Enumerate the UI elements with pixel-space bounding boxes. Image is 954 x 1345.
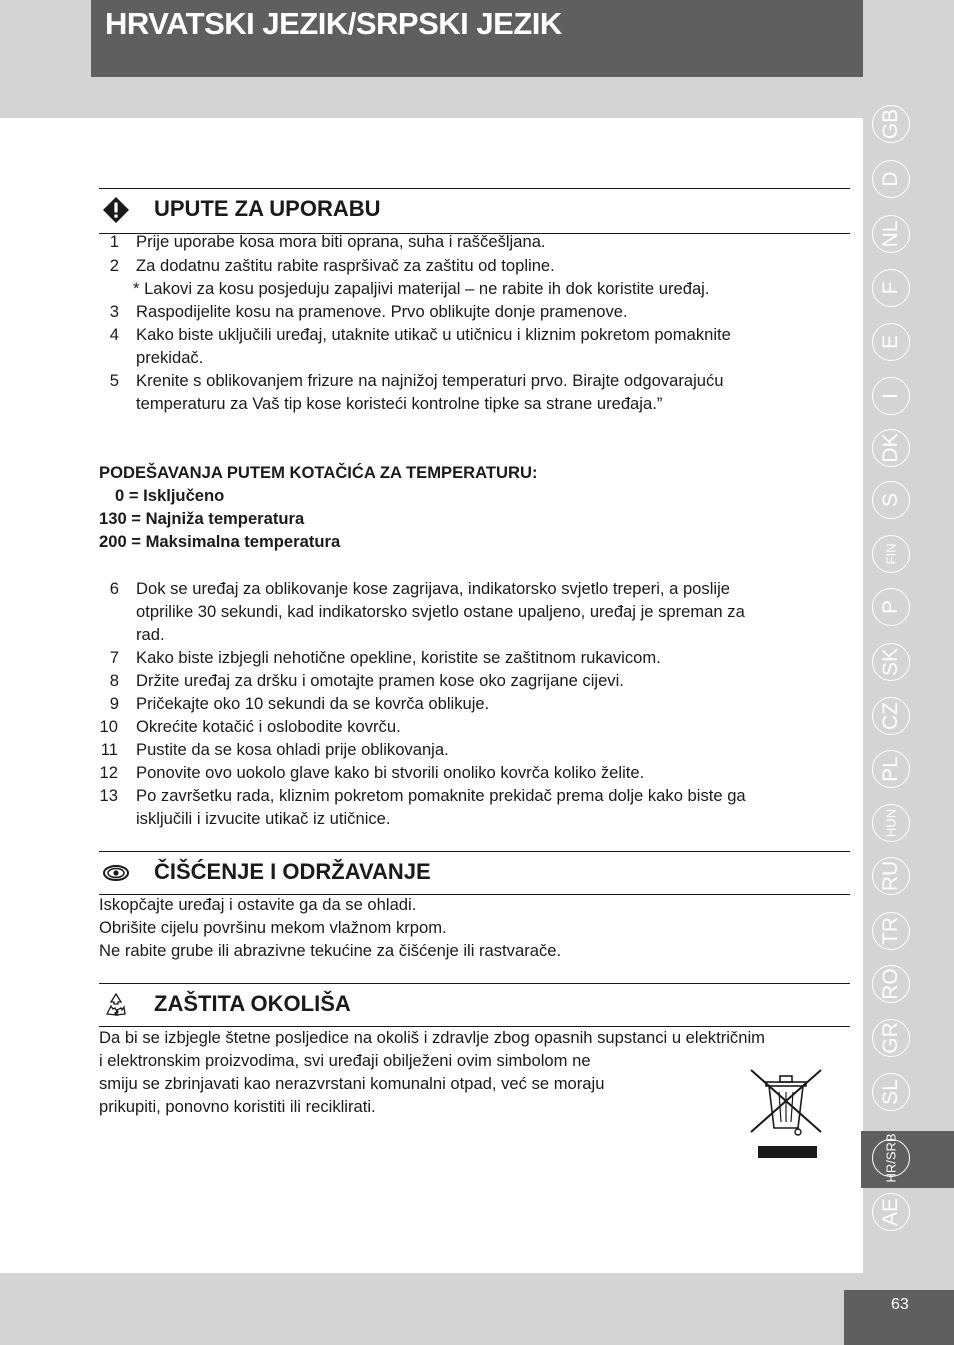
crossed-bin-icon	[748, 1066, 824, 1160]
step-text: Ponovite ovo uokolo glave kako bi stvorili onoliko kovrča koliko želite.	[136, 763, 645, 782]
step-text: Držite uređaj za dršku i omotajte pramen kose oko zagrijane cijevi.	[136, 671, 624, 690]
language-tab-cz	[872, 697, 910, 735]
language-tab-gr	[872, 1019, 910, 1057]
language-tab-label: HUN	[883, 808, 899, 838]
step-number: 4	[109, 325, 119, 344]
language-tab-label: GB	[879, 108, 902, 140]
language-tab-label: RO	[879, 968, 902, 1000]
settings-title: PODEŠAVANJA PUTEM KOTAČIĆA ZA TEMPERATURU:	[99, 463, 538, 482]
step-text: Kako biste izbjegli nehotične opekline, koristite se zaštitnom rukavicom.	[136, 648, 661, 667]
language-tab-hun	[872, 804, 910, 842]
title-bar	[91, 0, 863, 77]
language-tab-label: HR/SRB	[883, 1133, 899, 1183]
section-heading: ZAŠTITA OKOLIŠA	[154, 991, 351, 1016]
step-text: rad.	[136, 625, 165, 644]
section-heading: UPUTE ZA UPORABU	[154, 196, 381, 221]
step-number: 2	[109, 256, 119, 275]
footer-bar	[337, 1273, 863, 1345]
language-tab-ro	[872, 965, 910, 1003]
step-number: 6	[109, 579, 119, 598]
language-tab-hr-srb	[872, 1133, 910, 1183]
language-tab-p	[872, 588, 910, 626]
step-text: * Lakovi za kosu posjeduju zapaljivi materijal – ne rabite ih dok koristite uređaj.	[133, 279, 710, 298]
language-tab-label: RU	[879, 860, 902, 892]
step-number: 11	[100, 740, 118, 759]
language-tab-tr	[872, 912, 910, 950]
language-tab-pl	[872, 750, 910, 788]
environment-line: Da bi se izbjegle štetne posljedice na okoliš i zdravlje zbog opasnih supstanci u električnim	[99, 1028, 765, 1047]
language-tab-nl	[872, 215, 910, 253]
language-tab-label: S	[879, 492, 902, 508]
step-number: 8	[109, 671, 119, 690]
language-tab-e	[872, 323, 910, 361]
step-number: 7	[109, 648, 119, 667]
section-header-cleaning	[99, 851, 850, 895]
cleaning-line: Iskopčajte uređaj i ostavite ga da se ohladi.	[99, 895, 417, 914]
section-header-environment	[99, 983, 850, 1027]
language-tab-label: NL	[879, 220, 902, 248]
language-tab-ru	[872, 857, 910, 895]
page-title: HRVATSKI JEZIK/SRPSKI JEZIK	[105, 6, 562, 41]
setting-line: 200 = Maksimalna temperatura	[99, 532, 341, 551]
setting-line: 130 = Najniža temperatura	[99, 509, 305, 528]
step-text: isključili i izvucite utikač iz utičnice.	[136, 809, 391, 828]
language-tab-label: SK	[879, 647, 902, 677]
step-text: Za dodatnu zaštitu rabite raspršivač za zaštitu od topline.	[136, 256, 555, 275]
language-tabs	[863, 100, 954, 1250]
step-number: 5	[109, 371, 119, 390]
eye-icon	[103, 860, 129, 886]
language-tab-label: I	[879, 393, 902, 399]
cleaning-line: Ne rabite grube ili abrazivne tekućine za čišćenje ili rastvarače.	[99, 941, 562, 960]
warning-icon	[103, 197, 129, 223]
step-text: Raspodijelite kosu na pramenove. Prvo oblikujte donje pramenove.	[136, 302, 628, 321]
language-tab-label: D	[879, 171, 902, 187]
step-number: 13	[99, 786, 118, 805]
environment-line: smiju se zbrinjavati kao nerazvrstani komunalni otpad, već se moraju	[99, 1074, 605, 1093]
step-text: Okrećite kotačić i oslobodite kovrču.	[136, 717, 401, 736]
step-number: 12	[99, 763, 118, 782]
language-tab-f	[872, 269, 910, 307]
language-tab-label: PL	[879, 756, 902, 782]
section-header-usage	[99, 188, 850, 234]
page-number-box	[844, 1290, 954, 1345]
language-tab-label: P	[879, 599, 902, 615]
language-tab-fin	[872, 535, 910, 573]
step-text: Po završetku rada, kliznim pokretom pomaknite prekidač prema dolje kako biste ga	[136, 786, 746, 805]
step-text: Krenite s oblikovanjem frizure na najnižoj temperaturi prvo. Birajte odgovarajuću	[136, 371, 724, 390]
language-tab-sk	[872, 643, 910, 681]
setting-line: 0 = Isključeno	[115, 486, 225, 505]
language-tab-label: F	[879, 281, 902, 295]
language-tab-label: AE	[879, 1197, 902, 1227]
step-text: Pričekajte oko 10 sekundi da se kovrča oblikuje.	[136, 694, 490, 713]
language-tab-label: E	[879, 334, 902, 350]
section-heading: ČIŠĆENJE I ODRŽAVANJE	[154, 859, 431, 884]
step-text: prekidač.	[136, 348, 204, 367]
language-tab-label: SL	[879, 1079, 902, 1105]
language-tab-dk	[872, 429, 910, 467]
environment-line: prikupiti, ponovno koristiti ili reciklirati.	[99, 1097, 376, 1116]
language-tab-i	[872, 377, 910, 415]
page-number: 63	[891, 1296, 909, 1313]
language-tab-label: DK	[879, 433, 902, 463]
step-text: Kako biste uključili uređaj, utaknite utikač u utičnicu i kliznim pokretom pomaknite	[136, 325, 731, 344]
language-tab-ae	[872, 1193, 910, 1231]
step-text: Dok se uređaj za oblikovanje kose zagrijava, indikatorsko svjetlo treperi, a poslije	[136, 579, 730, 598]
language-tab-label: CZ	[879, 702, 902, 730]
environment-line: i elektronskim proizvodima, svi uređaji obilježeni ovim simbolom ne	[99, 1051, 591, 1070]
step-text: otprilike 30 sekundi, kad indikatorsko svjetlo ostane upaljeno, uređaj je spreman za	[136, 602, 745, 621]
language-tab-gb	[872, 105, 910, 143]
language-tab-label: FIN	[883, 543, 899, 565]
step-text: Pustite da se kosa ohladi prije oblikovanja.	[136, 740, 449, 759]
language-tab-sl	[872, 1073, 910, 1111]
language-tab-label: TR	[879, 917, 902, 945]
step-text: temperaturu za Vaš tip kose koristeći kontrolne tipke sa strane uređaja.”	[136, 394, 663, 413]
step-text: Prije uporabe kosa mora biti oprana, suha i raščešljana.	[136, 232, 546, 251]
language-tab-s	[872, 481, 910, 519]
step-number: 10	[99, 717, 118, 736]
language-tab-d	[872, 160, 910, 198]
step-number: 9	[109, 694, 119, 713]
recycle-icon	[103, 992, 129, 1018]
language-tab-label: GR	[879, 1022, 902, 1054]
step-number: 3	[109, 302, 119, 321]
cleaning-line: Obrišite cijelu površinu mekom vlažnom krpom.	[99, 918, 447, 937]
step-number: 1	[109, 232, 119, 251]
